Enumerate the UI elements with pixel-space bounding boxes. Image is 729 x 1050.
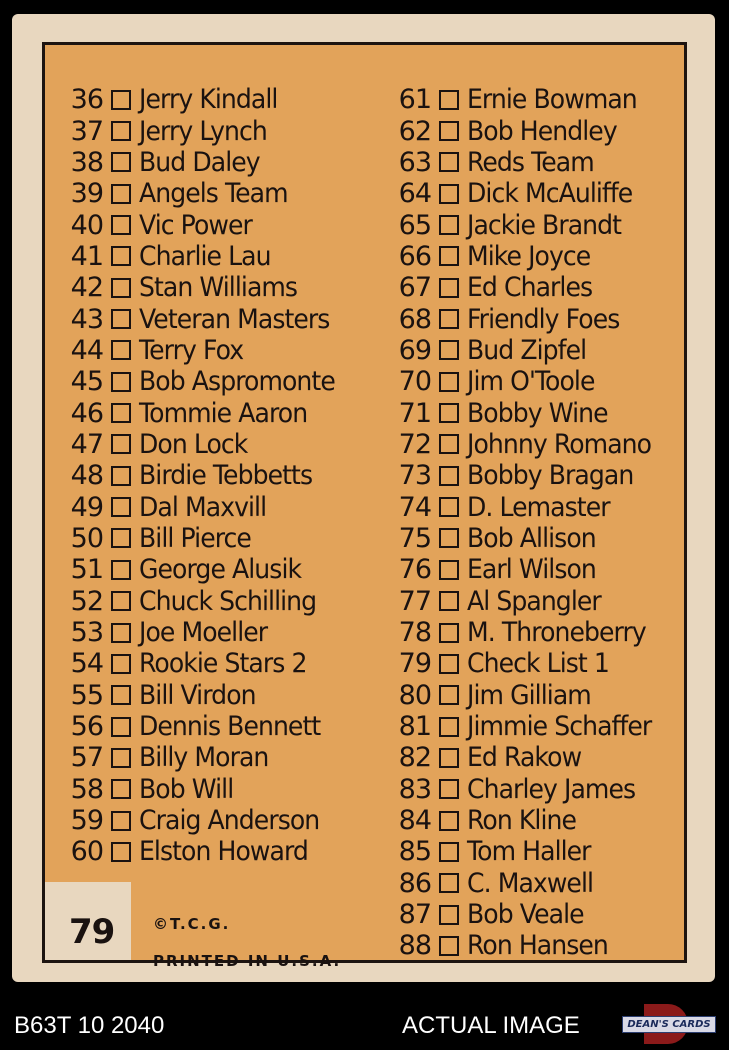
checkbox[interactable] <box>111 560 131 580</box>
checkbox[interactable] <box>111 811 131 831</box>
checkbox[interactable] <box>439 434 459 454</box>
checklist-row <box>395 397 665 428</box>
checklist-row <box>395 491 665 522</box>
player-name: Birdie Tebbetts <box>139 460 313 492</box>
checklist-row <box>395 335 665 366</box>
checklist-row <box>395 523 665 554</box>
player-name: Billy Moran <box>139 742 269 774</box>
checkbox[interactable] <box>439 309 459 329</box>
player-name: Angels Team <box>139 178 288 210</box>
checklist-row <box>67 617 350 648</box>
checkbox[interactable] <box>439 905 459 925</box>
checkbox[interactable] <box>111 466 131 486</box>
player-name: Earl Wilson <box>467 554 596 586</box>
card-number-label: 40 <box>70 209 103 241</box>
player-name: Jim O'Toole <box>467 366 595 398</box>
player-name: Ed Charles <box>467 272 593 304</box>
card-number-label: 58 <box>70 773 103 805</box>
card-number-label: 57 <box>70 742 103 774</box>
checklist-row <box>395 774 665 805</box>
actual-image-label: ACTUAL IMAGE <box>402 1012 580 1039</box>
card-number-label: 46 <box>70 397 103 429</box>
checklist-row <box>395 147 665 178</box>
player-name: Jackie Brandt <box>467 209 622 241</box>
checklist-row <box>67 554 350 585</box>
checkbox[interactable] <box>439 560 459 580</box>
checkbox[interactable] <box>111 340 131 360</box>
player-name: Al Spangler <box>467 585 601 617</box>
player-name: Tom Haller <box>467 836 591 868</box>
checklist-row <box>67 805 350 836</box>
player-name: Johnny Romano <box>467 428 652 460</box>
card-number-label: 68 <box>398 303 431 335</box>
checklist-row <box>67 586 350 617</box>
player-name: Terry Fox <box>139 334 244 366</box>
checklist-row <box>395 429 665 460</box>
card-number-label: 82 <box>398 742 431 774</box>
player-name: Bill Virdon <box>139 679 256 711</box>
checklist-row <box>395 742 665 773</box>
card-number-label: 69 <box>398 334 431 366</box>
player-name: Jim Gilliam <box>467 679 591 711</box>
checklist-row <box>395 84 665 115</box>
player-name: Elston Howard <box>139 836 308 868</box>
player-name: Jerry Lynch <box>139 115 267 147</box>
player-name: Bob Will <box>139 773 234 805</box>
checkbox[interactable] <box>111 779 131 799</box>
checkbox[interactable] <box>111 278 131 298</box>
card-number-label: 72 <box>398 428 431 460</box>
checklist-row <box>395 930 665 961</box>
card-number-label: 60 <box>70 836 103 868</box>
player-name: Bill Pierce <box>139 522 251 554</box>
checklist-row <box>67 397 350 428</box>
player-name: Bob Allison <box>467 522 596 554</box>
player-name: Bobby Bragan <box>467 460 634 492</box>
card-number-label: 55 <box>70 679 103 711</box>
player-name: Bobby Wine <box>467 397 608 429</box>
card-number-label: 47 <box>70 428 103 460</box>
checkbox[interactable] <box>439 246 459 266</box>
checkbox[interactable] <box>439 936 459 956</box>
card-number-label: 71 <box>398 397 431 429</box>
card-number-label: 43 <box>70 303 103 335</box>
checkbox[interactable] <box>439 278 459 298</box>
checklist-row <box>395 711 665 742</box>
card-number-label: 83 <box>398 773 431 805</box>
card-number-label: 51 <box>70 554 103 586</box>
checkbox[interactable] <box>439 842 459 862</box>
card-number-label: 76 <box>398 554 431 586</box>
checklist-row <box>67 742 350 773</box>
checklist-row <box>395 899 665 930</box>
checkbox[interactable] <box>111 90 131 110</box>
checkbox[interactable] <box>111 654 131 674</box>
player-name: Stan Williams <box>139 272 298 304</box>
checklist-row <box>67 711 350 742</box>
card-number-label: 87 <box>398 899 431 931</box>
card-number: 79 <box>69 912 115 952</box>
checkbox[interactable] <box>439 811 459 831</box>
card-number-label: 79 <box>398 648 431 680</box>
checkbox[interactable] <box>439 623 459 643</box>
checklist-row <box>67 303 350 334</box>
player-name: Mike Joyce <box>467 240 591 272</box>
player-name: Charley James <box>467 773 636 805</box>
player-name: Jerry Kindall <box>139 84 278 116</box>
checkbox[interactable] <box>439 152 459 172</box>
card-number-label: 44 <box>70 334 103 366</box>
card-number-label: 53 <box>70 617 103 649</box>
checkbox[interactable] <box>439 372 459 392</box>
checkbox[interactable] <box>439 184 459 204</box>
card-number-label: 49 <box>70 491 103 523</box>
checkbox[interactable] <box>111 403 131 423</box>
checkbox[interactable] <box>111 528 131 548</box>
card-number-label: 45 <box>70 366 103 398</box>
checklist-row <box>395 303 665 334</box>
player-name: D. Lemaster <box>467 491 610 523</box>
checklist-card <box>12 14 715 982</box>
player-name: Ernie Bowman <box>467 84 637 116</box>
checklist-row <box>395 209 665 240</box>
checkbox[interactable] <box>111 152 131 172</box>
checkbox[interactable] <box>439 403 459 423</box>
card-number-label: 86 <box>398 867 431 899</box>
card-number-label: 63 <box>398 146 431 178</box>
checkbox[interactable] <box>439 654 459 674</box>
checkbox[interactable] <box>439 779 459 799</box>
checklist-row <box>395 241 665 272</box>
checkbox[interactable] <box>111 246 131 266</box>
player-name: Bud Zipfel <box>467 334 587 366</box>
checklist-row <box>67 429 350 460</box>
player-name: Bob Hendley <box>467 115 617 147</box>
player-name: Charlie Lau <box>139 240 271 272</box>
checkbox[interactable] <box>439 90 459 110</box>
card-number-label: 39 <box>70 178 103 210</box>
card-number-label: 70 <box>398 366 431 398</box>
player-name: Dick McAuliffe <box>467 178 633 210</box>
checkbox[interactable] <box>111 309 131 329</box>
card-number-label: 41 <box>70 240 103 272</box>
checklist-row <box>395 836 665 867</box>
card-number-label: 42 <box>70 272 103 304</box>
printed-in-text: PRINTED IN U.S.A. <box>153 952 342 970</box>
player-name: Ed Rakow <box>467 742 582 774</box>
checklist-row <box>67 774 350 805</box>
player-name: Joe Moeller <box>139 617 268 649</box>
card-number-label: 80 <box>398 679 431 711</box>
checklist-row <box>67 335 350 366</box>
player-name: C. Maxwell <box>467 867 594 899</box>
checklist-row <box>395 554 665 585</box>
checkbox[interactable] <box>111 121 131 141</box>
player-name: Check List 1 <box>467 648 609 680</box>
checklist-left-column <box>67 84 350 868</box>
player-name: Bud Daley <box>139 146 260 178</box>
player-name: Dal Maxvill <box>139 491 267 523</box>
logo-band: DEAN'S CARDS <box>622 1016 716 1033</box>
checkbox[interactable] <box>111 434 131 454</box>
checkbox[interactable] <box>111 748 131 768</box>
card-number-label: 61 <box>398 84 431 116</box>
checklist-right-column <box>395 84 665 962</box>
checkbox[interactable] <box>439 121 459 141</box>
checkbox[interactable] <box>439 873 459 893</box>
checklist-row <box>67 178 350 209</box>
checklist-row <box>395 648 665 679</box>
player-name: Veteran Masters <box>139 303 330 335</box>
checklist-row <box>67 241 350 272</box>
player-name: Tommie Aaron <box>139 397 308 429</box>
checkbox[interactable] <box>439 717 459 737</box>
player-name: Bob Veale <box>467 899 584 931</box>
checklist-row <box>67 147 350 178</box>
card-number-label: 78 <box>398 617 431 649</box>
checklist-row <box>67 836 350 867</box>
player-name: Don Lock <box>139 428 248 460</box>
checkbox[interactable] <box>111 215 131 235</box>
checkbox[interactable] <box>111 184 131 204</box>
card-number-label: 77 <box>398 585 431 617</box>
card-number-label: 59 <box>70 805 103 837</box>
card-number-label: 36 <box>70 84 103 116</box>
player-name: Ron Kline <box>467 805 576 837</box>
player-name: Craig Anderson <box>139 805 320 837</box>
card-number-label: 74 <box>398 491 431 523</box>
player-name: Ron Hansen <box>467 930 608 962</box>
card-number-label: 37 <box>70 115 103 147</box>
player-name: Reds Team <box>467 146 594 178</box>
checklist-row <box>395 178 665 209</box>
player-name: Dennis Bennett <box>139 711 321 743</box>
card-number-label: 48 <box>70 460 103 492</box>
checklist-row <box>395 617 665 648</box>
checklist-row <box>67 115 350 146</box>
checklist-row <box>395 366 665 397</box>
checkbox[interactable] <box>439 340 459 360</box>
checklist-row <box>67 84 350 115</box>
card-number-label: 66 <box>398 240 431 272</box>
checkbox[interactable] <box>439 591 459 611</box>
card-number-label: 67 <box>398 272 431 304</box>
checklist-row <box>395 586 665 617</box>
card-number-label: 54 <box>70 648 103 680</box>
player-name: Rookie Stars 2 <box>139 648 307 680</box>
checkbox[interactable] <box>111 685 131 705</box>
copyright-text: ©T.C.G. <box>153 915 231 933</box>
card-number-label: 88 <box>398 930 431 962</box>
checklist-row <box>395 868 665 899</box>
checklist-row <box>395 272 665 303</box>
checkbox[interactable] <box>439 748 459 768</box>
checkbox[interactable] <box>111 842 131 862</box>
card-number-label: 85 <box>398 836 431 868</box>
checklist-row <box>395 680 665 711</box>
card-number-label: 84 <box>398 805 431 837</box>
checklist-row <box>67 366 350 397</box>
checklist-row <box>67 648 350 679</box>
player-name: Friendly Foes <box>467 303 620 335</box>
card-number-label: 73 <box>398 460 431 492</box>
card-number-corner <box>45 882 131 960</box>
card-code: B63T 10 2040 <box>14 1012 165 1039</box>
checkbox[interactable] <box>111 372 131 392</box>
checkbox[interactable] <box>111 497 131 517</box>
checkbox[interactable] <box>111 591 131 611</box>
checklist-row <box>67 491 350 522</box>
card-number-label: 62 <box>398 115 431 147</box>
checklist-row <box>67 523 350 554</box>
checklist-row <box>395 115 665 146</box>
card-number-label: 75 <box>398 522 431 554</box>
deans-cards-logo <box>622 1004 716 1044</box>
card-number-label: 81 <box>398 711 431 743</box>
checkbox[interactable] <box>439 215 459 235</box>
player-name: Chuck Schilling <box>139 585 317 617</box>
checklist-row <box>67 680 350 711</box>
player-name: George Alusik <box>139 554 302 586</box>
checklist-row <box>67 272 350 303</box>
checkbox[interactable] <box>439 497 459 517</box>
checklist-row <box>395 805 665 836</box>
checkbox[interactable] <box>439 528 459 548</box>
checkbox[interactable] <box>439 685 459 705</box>
player-name: Jimmie Schaffer <box>467 711 652 743</box>
card-number-label: 65 <box>398 209 431 241</box>
checklist-row <box>395 460 665 491</box>
player-name: M. Throneberry <box>467 617 646 649</box>
checklist-row <box>67 209 350 240</box>
checklist-row <box>67 460 350 491</box>
card-number-label: 64 <box>398 178 431 210</box>
checkbox[interactable] <box>111 717 131 737</box>
player-name: Bob Aspromonte <box>139 366 335 398</box>
card-number-label: 56 <box>70 711 103 743</box>
checkbox[interactable] <box>439 466 459 486</box>
player-name: Vic Power <box>139 209 252 241</box>
card-number-label: 50 <box>70 522 103 554</box>
checklist-panel <box>42 42 687 970</box>
checkbox[interactable] <box>111 623 131 643</box>
card-number-label: 38 <box>70 146 103 178</box>
card-number-label: 52 <box>70 585 103 617</box>
